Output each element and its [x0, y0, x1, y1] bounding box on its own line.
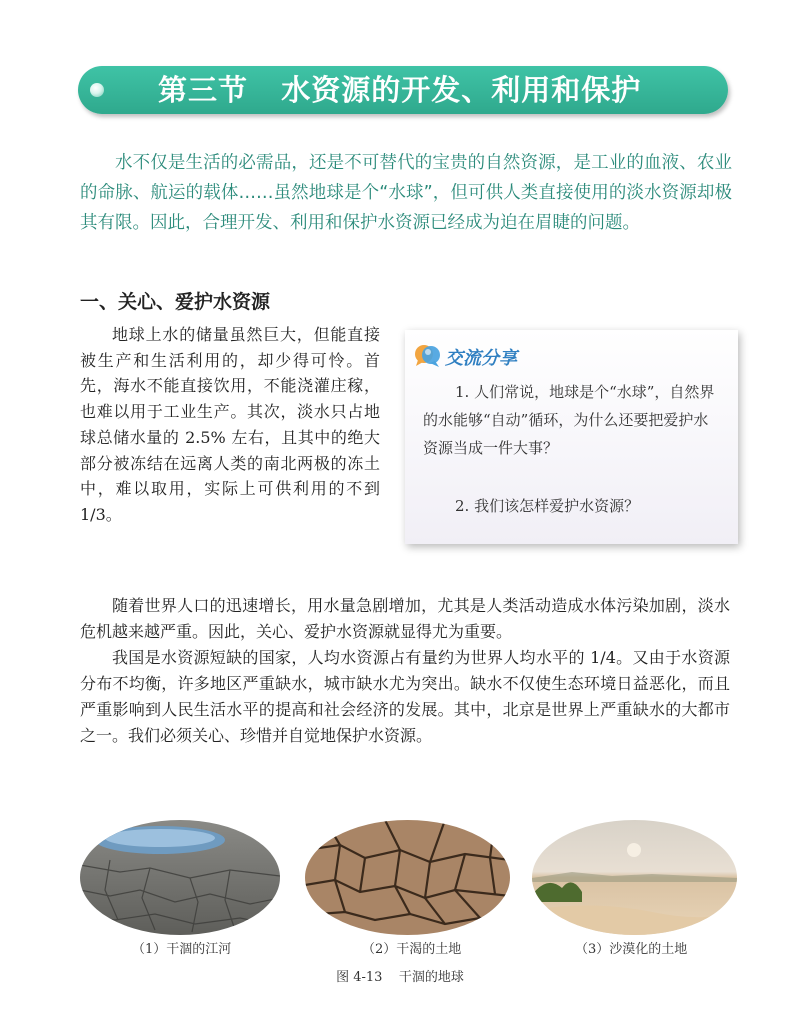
- section-title: 第三节 水资源的开发、利用和保护: [158, 73, 642, 107]
- discussion-question-2: 2. 我们该怎样爱护水资源？: [455, 497, 640, 515]
- photo-cracked-earth: [305, 820, 510, 935]
- section-banner: [78, 66, 728, 114]
- body-paragraph-3: 我国是水资源短缺的国家，人均水资源占有量约为世界人均水平的 1/4。又由于水资源分布不均衡，许多地区严重缺水，城市缺水尤为突出。缺水不仅使生态环境日益恶化，而且严重影响到人民生活水平的提高和社会经济的发展。其中，北京是世界上严重缺水的大都市之一。我们必须关心、珍惜并自觉地保护水资源。: [80, 648, 730, 745]
- caption-photo-3: （3）沙漠化的土地: [575, 942, 688, 957]
- photo-desertified-land: [532, 820, 737, 935]
- caption-photo-2: （2）干渴的土地: [362, 942, 462, 957]
- discussion-title: 交流分享: [445, 348, 517, 369]
- discussion-question-1: 1. 人们常说，地球是个“水球”，自然界的水能够“自动”循环，为什么还要把爱护水资源当成一件大事？: [423, 383, 715, 457]
- banner-bullet-icon: [90, 83, 104, 97]
- caption-photo-1: （1）干涸的江河: [132, 942, 232, 957]
- discussion-box: [405, 330, 738, 544]
- photo-dried-river: [80, 820, 280, 935]
- body-paragraph-1: 地球上水的储量虽然巨大，但能直接被生产和生活利用的，却少得可怜。首先，海水不能直接饮用，不能浇灌庄稼，也难以用于工业生产。其次，淡水只占地球总储水量的 2.5% 左右，且其中的绝大部分被冻结在远离人类的南北两极的冻土中，难以取用，实际上可供利用的不到 1/3。: [80, 325, 380, 524]
- subsection-heading: 一、关心、爱护水资源: [80, 291, 271, 313]
- intro-paragraph: 水不仅是生活的必需品，还是不可替代的宝贵的自然资源，是工业的血液、农业的命脉、航运的载体……虽然地球是个“水球”，但可供人类直接使用的淡水资源却极其有限。因此，合理开发、利用和保护水资源已经成为迫在眉睫的问题。: [80, 153, 732, 233]
- figure-caption: 图 4-13 干涸的地球: [336, 970, 464, 985]
- speech-bubbles-icon: [413, 342, 443, 368]
- body-paragraph-2: 随着世界人口的迅速增长，用水量急剧增加，尤其是人类活动造成水体污染加剧，淡水危机越来越严重。因此，关心、爱护水资源就显得尤为重要。: [80, 596, 730, 641]
